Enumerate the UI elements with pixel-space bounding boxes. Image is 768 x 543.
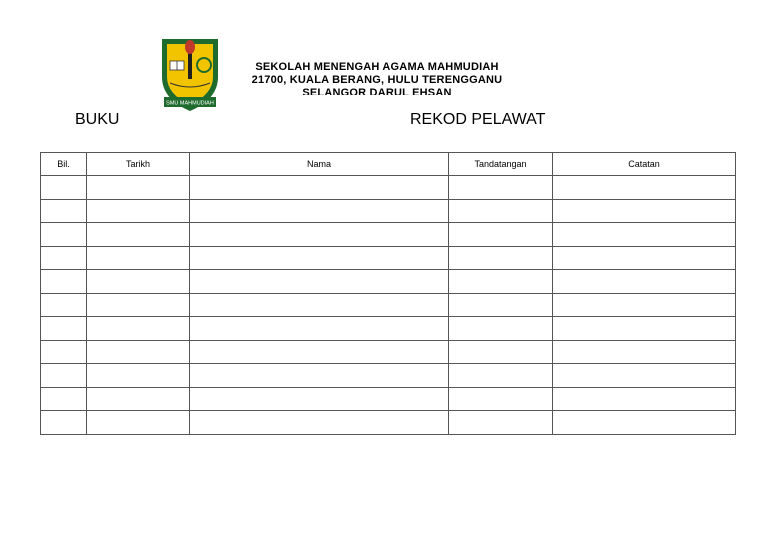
table-cell[interactable]	[87, 364, 190, 388]
table-cell[interactable]	[41, 270, 87, 294]
table-cell[interactable]	[41, 340, 87, 364]
table-cell[interactable]	[41, 199, 87, 223]
table-row	[41, 223, 736, 247]
table-cell[interactable]	[553, 223, 736, 247]
table-row	[41, 364, 736, 388]
table-cell[interactable]	[449, 176, 553, 200]
table-row	[41, 246, 736, 270]
column-header-tandatangan: Tandatangan	[449, 153, 553, 176]
table-cell[interactable]	[87, 199, 190, 223]
table-body	[41, 176, 736, 435]
table-cell[interactable]	[553, 199, 736, 223]
table-cell[interactable]	[190, 223, 449, 247]
table-cell[interactable]	[87, 387, 190, 411]
table-row	[41, 199, 736, 223]
table-cell[interactable]	[190, 270, 449, 294]
table-cell[interactable]	[41, 293, 87, 317]
school-address: 21700, KUALA BERANG, HULU TERENGGANU	[251, 74, 503, 86]
table-cell[interactable]	[449, 411, 553, 435]
visitor-log-table	[40, 152, 736, 435]
table-cell[interactable]	[449, 199, 553, 223]
table-cell[interactable]	[449, 317, 553, 341]
table-cell[interactable]	[41, 411, 87, 435]
table-cell[interactable]	[190, 411, 449, 435]
table-cell[interactable]	[87, 176, 190, 200]
table-cell[interactable]	[190, 364, 449, 388]
school-state: SELANGOR DARUL EHSAN	[302, 87, 452, 95]
table-cell[interactable]	[190, 246, 449, 270]
table-row	[41, 387, 736, 411]
school-name: SEKOLAH MENENGAH AGAMA MAHMUDIAH	[255, 61, 499, 73]
table-cell[interactable]	[553, 246, 736, 270]
table-cell[interactable]	[449, 340, 553, 364]
column-header-tarikh: Tarikh	[87, 153, 190, 176]
table-cell[interactable]	[87, 340, 190, 364]
table-header-row	[41, 153, 736, 176]
table-cell[interactable]	[449, 293, 553, 317]
table-cell[interactable]	[190, 387, 449, 411]
table-cell[interactable]	[190, 340, 449, 364]
table-cell[interactable]	[190, 176, 449, 200]
logo-banner-text: SMU MAHMUDIAH	[166, 100, 214, 107]
table-row	[41, 340, 736, 364]
column-header-nama: Nama	[190, 153, 449, 176]
table-cell[interactable]	[41, 317, 87, 341]
table-row	[41, 293, 736, 317]
table-cell[interactable]	[41, 387, 87, 411]
table-row	[41, 317, 736, 341]
school-logo	[156, 35, 224, 115]
table-cell[interactable]	[449, 270, 553, 294]
table-cell[interactable]	[553, 411, 736, 435]
table-cell[interactable]	[190, 317, 449, 341]
table-row	[41, 270, 736, 294]
table-cell[interactable]	[553, 270, 736, 294]
table-cell[interactable]	[449, 246, 553, 270]
table-cell[interactable]	[41, 246, 87, 270]
table-cell[interactable]	[553, 317, 736, 341]
table-cell[interactable]	[87, 293, 190, 317]
table-cell[interactable]	[553, 176, 736, 200]
table-row	[41, 411, 736, 435]
table-cell[interactable]	[87, 223, 190, 247]
table-cell[interactable]	[41, 364, 87, 388]
table-cell[interactable]	[41, 223, 87, 247]
table-cell[interactable]	[449, 387, 553, 411]
title-buku: BUKU	[75, 111, 120, 128]
table-cell[interactable]	[87, 246, 190, 270]
table-cell[interactable]	[87, 270, 190, 294]
table-cell[interactable]	[190, 199, 449, 223]
table-cell[interactable]	[190, 293, 449, 317]
table-cell[interactable]	[553, 293, 736, 317]
title-rekod-pelawat: REKOD PELAWAT	[410, 111, 546, 128]
table-cell[interactable]	[449, 223, 553, 247]
table-row	[41, 176, 736, 200]
table-cell[interactable]	[553, 364, 736, 388]
column-header-bil: Bil.	[41, 153, 87, 176]
table-cell[interactable]	[449, 364, 553, 388]
table-cell[interactable]	[41, 176, 87, 200]
table-cell[interactable]	[553, 387, 736, 411]
column-header-catatan: Catatan	[553, 153, 736, 176]
table-cell[interactable]	[87, 411, 190, 435]
school-address-block	[232, 61, 522, 95]
table-cell[interactable]	[87, 317, 190, 341]
table-cell[interactable]	[553, 340, 736, 364]
